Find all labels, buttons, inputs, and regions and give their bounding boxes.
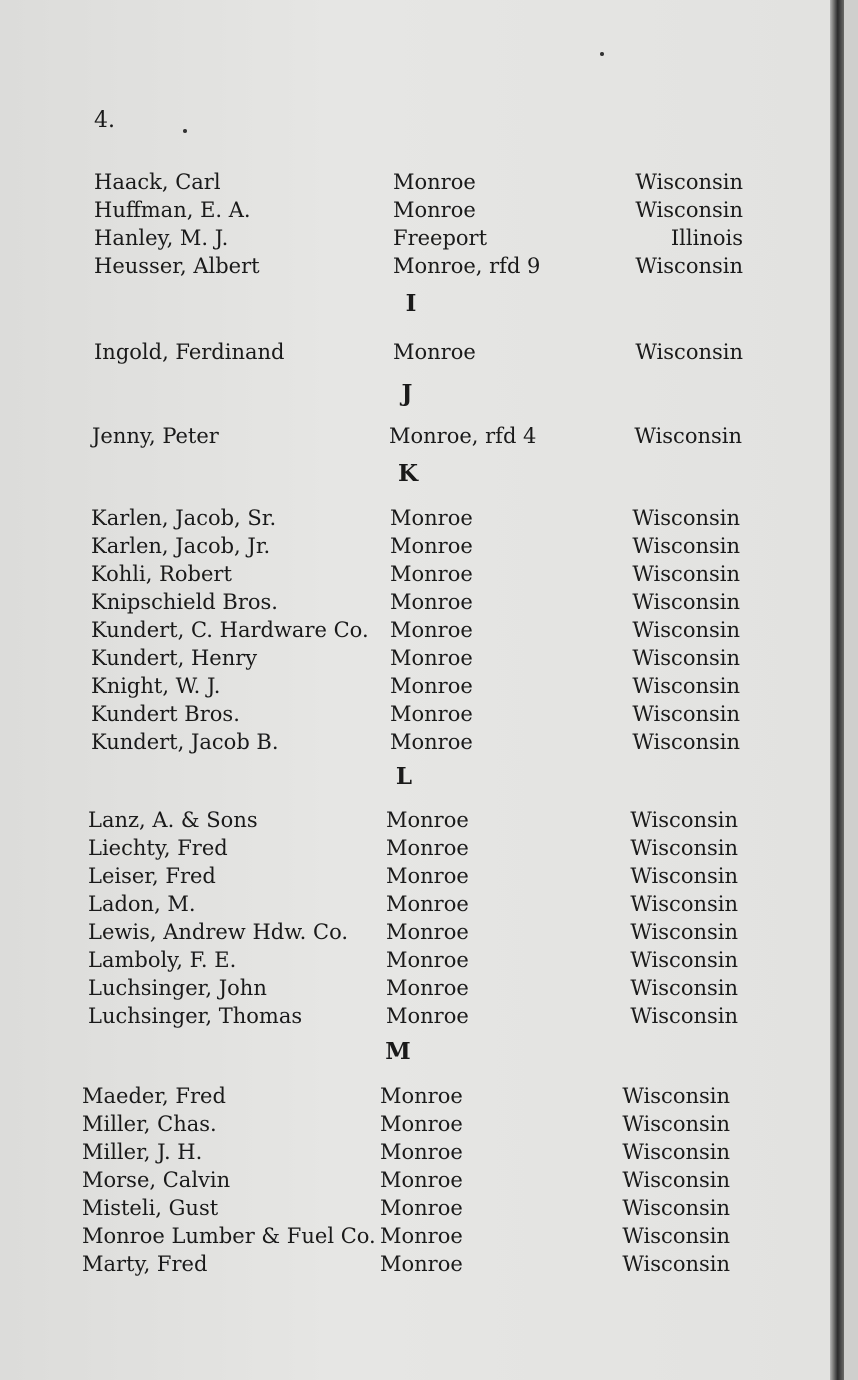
entry-name: Kundert, Henry [91,646,258,670]
directory-entry [88,806,738,834]
entry-name: Ingold, Ferdinand [94,340,285,364]
entry-state: Wisconsin [632,674,740,698]
entry-city: Monroe [386,920,469,944]
entry-state: Wisconsin [630,864,738,888]
entry-name: Misteli, Gust [82,1196,219,1220]
entry-name: Miller, J. H. [82,1140,203,1164]
entry-name: Ladon, M. [88,892,196,916]
entry-name: Miller, Chas. [82,1112,217,1136]
entry-state: Wisconsin [630,976,738,1000]
entry-state: Wisconsin [622,1168,730,1192]
entry-state: Wisconsin [632,618,740,642]
entry-city: Monroe, rfd 4 [389,424,537,448]
directory-entry [91,672,740,700]
entry-state: Wisconsin [622,1084,730,1108]
entry-name: Karlen, Jacob, Jr. [91,534,271,558]
entry-city: Monroe [393,170,476,194]
directory-entry [82,1082,730,1110]
section-letter-m: M [385,1038,411,1065]
entry-name: Kundert, C. Hardware Co. [91,618,369,642]
entry-name: Kohli, Robert [91,562,232,586]
directory-entry [94,338,743,366]
directory-entry [91,588,740,616]
section-letter-k: K [398,460,418,487]
entry-name: Kundert, Jacob B. [91,730,279,754]
directory-entry [88,1002,738,1030]
entry-name: Lanz, A. & Sons [88,808,258,832]
entry-name: Knight, W. J. [91,674,221,698]
entry-city: Monroe [390,506,473,530]
directory-entry [82,1166,730,1194]
entry-city: Monroe [390,534,473,558]
page-number: 4. [94,108,115,133]
directory-entry [82,1138,730,1166]
directory-entry [91,532,740,560]
directory-entry [91,504,740,532]
speck-mark [600,52,604,56]
entry-state: Wisconsin [630,1004,738,1028]
entry-city: Monroe [380,1168,463,1192]
entry-city: Monroe [380,1224,463,1248]
entry-name: Maeder, Fred [82,1084,226,1108]
entry-city: Monroe [386,892,469,916]
entry-state: Wisconsin [632,534,740,558]
entry-state: Illinois [670,226,743,250]
entry-state: Wisconsin [622,1140,730,1164]
entry-city: Monroe [390,562,473,586]
entry-state: Wisconsin [622,1252,730,1276]
entry-name: Jenny, Peter [92,424,219,448]
entry-state: Wisconsin [635,254,743,278]
entry-state: Wisconsin [635,340,743,364]
entry-city: Monroe [380,1112,463,1136]
directory-entry [94,168,743,196]
entry-city: Monroe [386,1004,469,1028]
entry-name: Leiser, Fred [88,864,216,888]
entry-city: Freeport [393,226,488,250]
entry-name: Luchsinger, Thomas [88,1004,303,1028]
entry-city: Monroe [386,948,469,972]
entry-state: Wisconsin [630,892,738,916]
entry-name: Lamboly, F. E. [88,948,237,972]
entry-city: Monroe [386,836,469,860]
entry-name: Luchsinger, John [88,976,267,1000]
entry-city: Monroe [380,1252,463,1276]
directory-entry [91,616,740,644]
entry-city: Monroe [390,730,473,754]
directory-entry [91,644,740,672]
directory-entry [91,700,740,728]
entry-name: Liechty, Fred [88,836,228,860]
directory-entry [82,1250,730,1278]
directory-entry [92,422,742,450]
directory-entry [91,560,740,588]
directory-entry [91,728,740,756]
entry-state: Wisconsin [632,646,740,670]
entry-state: Wisconsin [622,1112,730,1136]
entry-name: Monroe Lumber & Fuel Co. [82,1224,376,1248]
section-letter-l: L [395,763,413,790]
entry-name: Marty, Fred [82,1252,208,1276]
entry-city: Monroe [393,198,476,222]
entry-state: Wisconsin [632,730,740,754]
entry-name: Knipschield Bros. [91,590,278,614]
entry-state: Wisconsin [635,170,743,194]
directory-entry [94,196,743,224]
entry-name: Haack, Carl [94,170,221,194]
directory-entry [82,1194,730,1222]
entry-city: Monroe, rfd 9 [393,254,541,278]
page-edge [830,0,844,1380]
entry-state: Wisconsin [622,1224,730,1248]
entry-name: Heusser, Albert [94,254,260,278]
directory-entry [88,834,738,862]
entry-name: Morse, Calvin [82,1168,231,1192]
entry-city: Monroe [393,340,476,364]
entry-city: Monroe [390,646,473,670]
entry-state: Wisconsin [635,198,743,222]
directory-entry [88,862,738,890]
entry-name: Huffman, E. A. [94,198,251,222]
entry-state: Wisconsin [630,948,738,972]
entry-city: Monroe [390,674,473,698]
entry-state: Wisconsin [632,506,740,530]
directory-entry [94,252,743,280]
entry-state: Wisconsin [632,562,740,586]
entry-state: Wisconsin [630,808,738,832]
entry-state: Wisconsin [622,1196,730,1220]
directory-entry [88,918,738,946]
entry-state: Wisconsin [634,424,742,448]
section-letter-i: I [405,290,417,317]
directory-entry [88,974,738,1002]
entry-name: Hanley, M. J. [94,226,229,250]
entry-name: Kundert Bros. [91,702,240,726]
speck-mark [183,129,187,133]
entry-city: Monroe [380,1084,463,1108]
entry-state: Wisconsin [630,920,738,944]
entry-city: Monroe [386,976,469,1000]
entry-state: Wisconsin [630,836,738,860]
section-letter-j: J [401,380,413,407]
entry-state: Wisconsin [632,590,740,614]
directory-entry [88,946,738,974]
entry-name: Lewis, Andrew Hdw. Co. [88,920,349,944]
entry-city: Monroe [390,702,473,726]
entry-city: Monroe [380,1196,463,1220]
directory-entry [94,224,743,252]
entry-name: Karlen, Jacob, Sr. [91,506,277,530]
directory-entry [88,890,738,918]
entry-city: Monroe [390,590,473,614]
entry-city: Monroe [386,808,469,832]
directory-entry [82,1110,730,1138]
entry-city: Monroe [386,864,469,888]
directory-entry [82,1222,730,1250]
entry-city: Monroe [380,1140,463,1164]
entry-city: Monroe [390,618,473,642]
entry-state: Wisconsin [632,702,740,726]
